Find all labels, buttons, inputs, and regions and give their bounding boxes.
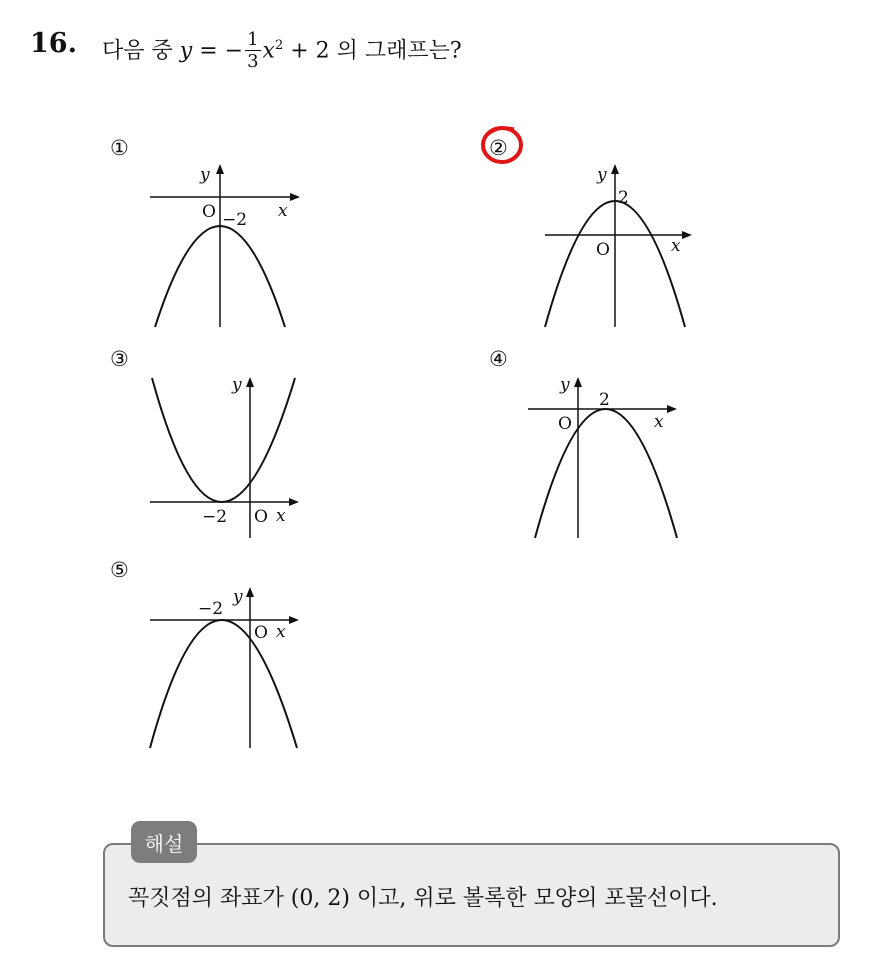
x-axis-label: x (671, 236, 681, 256)
vertex-value-label: −2 (222, 210, 248, 230)
x-axis-arrow (682, 231, 692, 239)
y-axis-label: y (200, 165, 210, 185)
y-axis-label: y (232, 375, 242, 395)
vertex-value-label: −2 (202, 507, 228, 527)
choice-4-label[interactable]: ④ (489, 347, 508, 371)
y-axis-arrow (216, 164, 224, 174)
choice-5-graph[interactable] (140, 580, 310, 755)
origin-label: O (254, 507, 268, 527)
solution-text: 꼭짓점의 좌표가 (0, 2) 이고, 위로 볼록한 모양의 포물선이다. (128, 886, 718, 911)
equation-exponent: 2 (274, 38, 284, 54)
origin-label: O (254, 623, 268, 643)
question (30, 22, 830, 92)
x-axis-label: x (278, 201, 288, 221)
choice-2-graph[interactable] (535, 160, 705, 335)
solution-tag: 해설 (131, 821, 197, 863)
origin-label: O (202, 202, 216, 222)
choice-1-graph[interactable] (140, 160, 310, 335)
origin-label: O (596, 240, 610, 260)
fraction-numerator: 1 (247, 29, 259, 50)
choice-3-graph[interactable] (140, 370, 310, 545)
equation-equals: = − (199, 38, 244, 64)
x-axis-label: x (654, 412, 664, 432)
y-axis-label: y (560, 375, 570, 395)
equation-lhs: y (179, 38, 193, 64)
vertex-value-label: 2 (618, 188, 629, 208)
choice-5-label[interactable]: ⑤ (110, 558, 129, 582)
choice-4-graph[interactable] (520, 370, 690, 545)
origin-label: O (558, 414, 572, 434)
equation-x: x (262, 38, 275, 64)
question-suffix: 의 그래프는? (336, 38, 462, 64)
y-axis-arrow (246, 587, 254, 597)
y-axis-arrow (574, 377, 582, 387)
fraction (245, 30, 260, 73)
y-axis-arrow (246, 377, 254, 387)
fraction-denominator: 3 (247, 51, 259, 72)
question-prefix: 다음 중 (102, 38, 173, 64)
x-axis-arrow (667, 405, 677, 413)
parabola (150, 620, 297, 748)
choice-1-label[interactable]: ① (110, 136, 129, 160)
vertex-value-label: −2 (198, 599, 224, 619)
parabola (152, 378, 295, 502)
choice-3-label[interactable]: ③ (110, 347, 129, 371)
vertex-value-label: 2 (599, 390, 610, 410)
y-axis-label: y (597, 165, 607, 185)
choice-2-label[interactable]: ② (489, 136, 508, 160)
x-axis-label: x (276, 622, 286, 642)
x-axis-arrow (290, 193, 300, 201)
question-text (102, 30, 462, 73)
x-axis-arrow (289, 616, 299, 624)
y-axis-arrow (611, 164, 619, 174)
x-axis-label: x (276, 506, 286, 526)
question-number: 16. (30, 28, 77, 59)
x-axis-arrow (289, 498, 299, 506)
y-axis-label: y (233, 587, 243, 607)
equation-tail: + 2 (290, 38, 330, 64)
